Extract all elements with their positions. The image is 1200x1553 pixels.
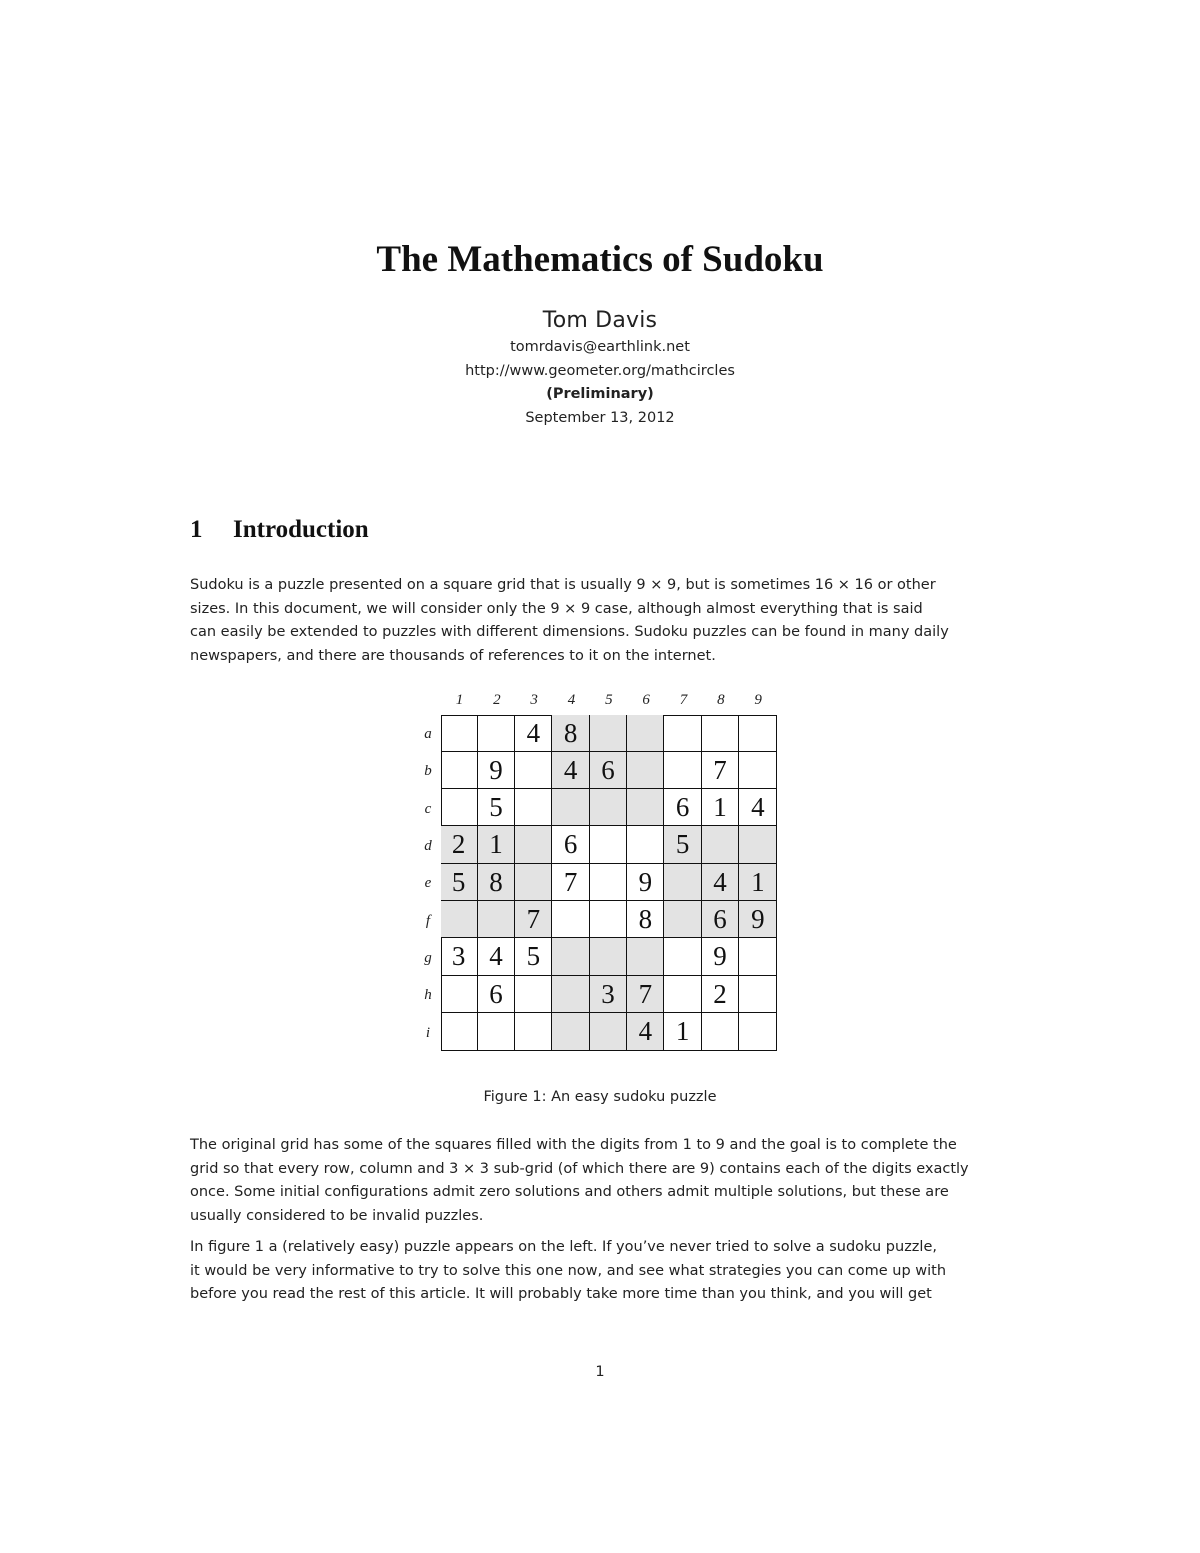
row-label: i [425,1024,431,1041]
sudoku-cell [664,976,701,1013]
sudoku-cell [739,1013,776,1050]
sudoku-cell: 2 [441,826,478,863]
row-label: e [424,875,432,892]
section-title: Introduction [233,516,369,543]
sudoku-cell [664,752,701,789]
column-label: 7 [679,692,688,708]
paper-title: The Mathematics of Sudoku [376,239,824,280]
sudoku-cell: 5 [515,938,552,975]
paragraph-line: sizes. In this document, we will consider only the 9 × 9 case, although almost everything that is said [190,600,923,617]
sudoku-cell: 6 [478,976,515,1013]
sudoku-cell [627,789,664,826]
author-email: tomrdavis@earthlink.net [510,339,690,355]
sudoku-cell: 4 [552,752,589,789]
paragraph-line: newspapers, and there are thousands of references to it on the internet. [190,647,716,664]
sudoku-cell: 4 [478,938,515,975]
sudoku-cell [590,789,627,826]
sudoku-cell [441,976,478,1013]
sudoku-cell: 6 [702,901,739,938]
sudoku-cell: 9 [627,864,664,901]
sudoku-cell: 8 [627,901,664,938]
author-name: Tom Davis [542,308,658,333]
row-label: c [424,800,432,817]
sudoku-cell [664,715,701,752]
paragraph-line: The original grid has some of the squares filled with the digits from 1 to 9 and the goal is to complete the [190,1137,957,1153]
sudoku-grid [441,715,777,1051]
column-label: 5 [605,692,613,708]
column-label: 8 [717,692,725,708]
sudoku-cell: 4 [702,864,739,901]
sudoku-cell: 1 [478,826,515,863]
sudoku-cell [702,715,739,752]
sudoku-cell [590,938,627,975]
sudoku-cell [515,826,552,863]
sudoku-cell [739,826,776,863]
sudoku-cell [552,938,589,975]
sudoku-cell: 7 [552,864,589,901]
sudoku-cell [739,938,776,975]
sudoku-cell: 5 [441,864,478,901]
sudoku-cell [515,1013,552,1050]
sudoku-cell [627,826,664,863]
row-label: g [424,949,432,966]
paragraph-line: usually considered to be invalid puzzles. [190,1207,484,1224]
sudoku-cell: 3 [590,976,627,1013]
row-label: f [425,912,431,929]
sudoku-cell: 5 [664,826,701,863]
sudoku-cell [664,938,701,975]
sudoku-cell: 6 [552,826,589,863]
sudoku-cell [627,938,664,975]
row-label: h [424,987,432,1004]
column-label: 9 [754,692,762,708]
column-label: 3 [530,692,538,708]
figure-paragraph [190,1236,1010,1307]
paragraph-line: it would be very informative to try to solve this one now, and see what strategies you can come up with [190,1262,947,1279]
sudoku-cell [590,1013,627,1050]
sudoku-cell [515,789,552,826]
section-number: 1 [190,516,203,543]
sudoku-cell: 4 [515,715,552,752]
sudoku-cell [590,826,627,863]
sudoku-cell [702,1013,739,1050]
sudoku-cell [478,1013,515,1050]
sudoku-cell [590,715,627,752]
sudoku-cell [441,1013,478,1050]
rules-paragraph [190,1134,1010,1228]
sudoku-cell [590,901,627,938]
sudoku-cell [627,715,664,752]
column-label: 6 [642,692,650,708]
sudoku-cell: 6 [590,752,627,789]
sudoku-cell: 9 [702,938,739,975]
figure-caption: Figure 1: An easy sudoku puzzle [483,1089,717,1105]
sudoku-cell: 1 [664,1013,701,1050]
row-label: a [424,726,432,742]
paragraph-line: before you read the rest of this article. It will probably take more time than you think, and you will get [190,1286,932,1303]
sudoku-cell: 7 [515,901,552,938]
sudoku-cell [515,976,552,1013]
row-label: b [424,763,432,780]
sudoku-cell [552,1013,589,1050]
page-number: 1 [595,1364,605,1380]
sudoku-cell [552,789,589,826]
sudoku-cell: 9 [739,901,776,938]
row-label: d [424,837,432,854]
column-label: 1 [455,692,464,708]
sudoku-cell: 4 [739,789,776,826]
sudoku-cell [739,752,776,789]
paragraph-line: grid so that every row, column and 3 × 3 sub-grid (of which there are 9) contains each of the digits exactly [190,1160,969,1177]
sudoku-cell: 7 [627,976,664,1013]
column-label: 4 [567,692,576,708]
sudoku-cell [552,976,589,1013]
sudoku-cell [664,864,701,901]
sudoku-cell [441,789,478,826]
sudoku-cell [664,901,701,938]
sudoku-cell: 1 [739,864,776,901]
sudoku-cell [478,715,515,752]
sudoku-cell: 4 [627,1013,664,1050]
intro-paragraph [190,574,1010,668]
sudoku-cell [478,901,515,938]
sudoku-cell [702,826,739,863]
sudoku-cell [552,901,589,938]
sudoku-cell: 2 [702,976,739,1013]
sudoku-cell [627,752,664,789]
sudoku-cell [441,901,478,938]
status-label: (Preliminary) [546,386,654,402]
paper-date: September 13, 2012 [525,410,675,426]
paragraph-line: In figure 1 a (relatively easy) puzzle appears on the left. If you’ve never tried to solve a sudoku puzzle, [190,1239,937,1255]
section-heading [190,514,369,546]
paragraph-line: once. Some initial configurations admit zero solutions and others admit multiple solutions, but these are [190,1184,949,1201]
sudoku-cell: 8 [552,715,589,752]
column-label: 2 [493,692,501,708]
sudoku-cell [441,715,478,752]
sudoku-cell: 6 [664,789,701,826]
author-url: http://www.geometer.org/mathcircles [465,363,735,379]
sudoku-cell: 9 [478,752,515,789]
sudoku-cell: 5 [478,789,515,826]
sudoku-cell [739,715,776,752]
sudoku-cell [739,976,776,1013]
paragraph-line: Sudoku is a puzzle presented on a square grid that is usually 9 × 9, but is sometimes 16 × 16 or other [190,577,936,593]
sudoku-cell: 1 [702,789,739,826]
sudoku-cell [441,752,478,789]
sudoku-cell: 7 [702,752,739,789]
sudoku-cell [590,864,627,901]
sudoku-cell [515,864,552,901]
sudoku-cell [515,752,552,789]
sudoku-cell: 8 [478,864,515,901]
sudoku-cell: 3 [441,938,478,975]
paragraph-line: can easily be extended to puzzles with different dimensions. Sudoku puzzles can be found in many daily [190,624,949,641]
